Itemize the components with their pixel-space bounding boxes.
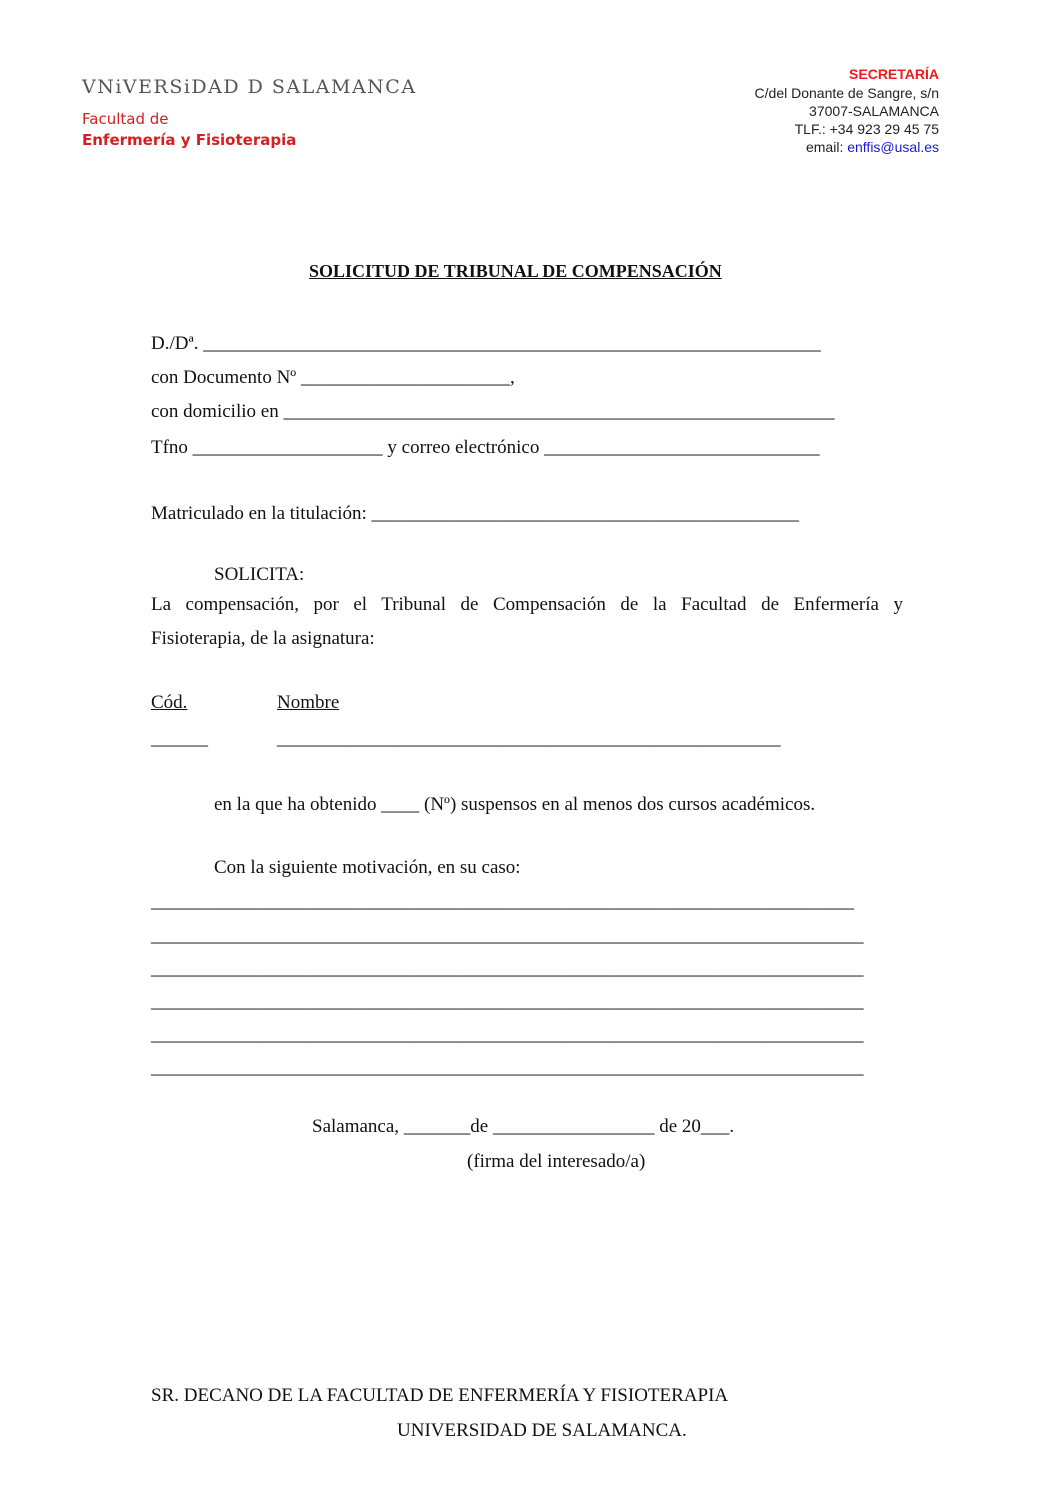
suspensos-line[interactable]: en la que ha obtenido ____ (Nº) suspensos en al menos dos cursos académicos. bbox=[214, 794, 816, 815]
faculty-name-line2: Enfermería y Fisioterapia bbox=[82, 131, 297, 149]
signature-label: (firma del interesado/a) bbox=[467, 1151, 646, 1172]
motivation-line[interactable]: ___________________________________________________________________________ bbox=[151, 925, 864, 946]
request-text-line2: Fisioterapia, de la asignatura: bbox=[151, 628, 375, 649]
address-field-line[interactable]: con domicilio en __________________________________________________________ bbox=[151, 401, 835, 422]
phone-email-field-line[interactable]: Tfno ____________________ y correo electrónico _____________________________ bbox=[151, 437, 820, 458]
name-field-line[interactable]: D./Dª. _________________________________________________________________ bbox=[151, 333, 821, 354]
secretaria-phone: TLF.: +34 923 29 45 75 bbox=[794, 121, 939, 137]
secretaria-email-link[interactable]: enffis@usal.es bbox=[847, 139, 939, 155]
secretaria-city: 37007-SALAMANCA bbox=[809, 103, 939, 119]
date-line[interactable]: Salamanca, _______de _________________ de 20___. bbox=[312, 1116, 735, 1137]
motivation-line[interactable]: ___________________________________________________________________________ bbox=[151, 1024, 864, 1045]
document-field-line[interactable]: con Documento Nº ______________________, bbox=[151, 367, 515, 388]
secretaria-title: SECRETARÍA bbox=[849, 66, 939, 82]
form-title: SOLICITUD DE TRIBUNAL DE COMPENSACIÓN bbox=[309, 261, 722, 281]
solicita-heading: SOLICITA: bbox=[214, 564, 305, 585]
motivation-label: Con la siguiente motivación, en su caso: bbox=[214, 857, 521, 878]
degree-field-line[interactable]: Matriculado en la titulación: _____________________________________________ bbox=[151, 503, 800, 524]
motivation-line[interactable]: ___________________________________________________________________________ bbox=[151, 1057, 864, 1078]
addressee-line1: SR. DECANO DE LA FACULTAD DE ENFERMERÍA Y FISIOTERAPIA bbox=[151, 1385, 729, 1406]
column-header-code: Cód. bbox=[151, 692, 188, 713]
faculty-name-line1: Facultad de bbox=[82, 110, 169, 128]
motivation-line[interactable]: ___________________________________________________________________________ bbox=[151, 958, 864, 979]
secretaria-email-label: email: bbox=[805, 139, 848, 155]
request-text-line1: La compensación, por el Tribunal de Compensación de la Facultad de Enfermería y bbox=[151, 594, 903, 615]
subject-code-blank[interactable]: ______ bbox=[151, 728, 208, 749]
university-logo-text: VNiVERSiDAD D SALAMANCA bbox=[82, 76, 417, 98]
motivation-line[interactable]: ___________________________________________________________________________ bbox=[151, 991, 864, 1012]
addressee-line2: UNIVERSIDAD DE SALAMANCA. bbox=[397, 1420, 687, 1441]
secretaria-email-line bbox=[806, 139, 939, 155]
motivation-line[interactable]: __________________________________________________________________________ bbox=[151, 891, 854, 912]
subject-name-blank[interactable]: _____________________________________________________ bbox=[277, 728, 781, 749]
secretaria-address: C/del Donante de Sangre, s/n bbox=[754, 85, 939, 101]
column-header-name: Nombre bbox=[277, 692, 340, 713]
